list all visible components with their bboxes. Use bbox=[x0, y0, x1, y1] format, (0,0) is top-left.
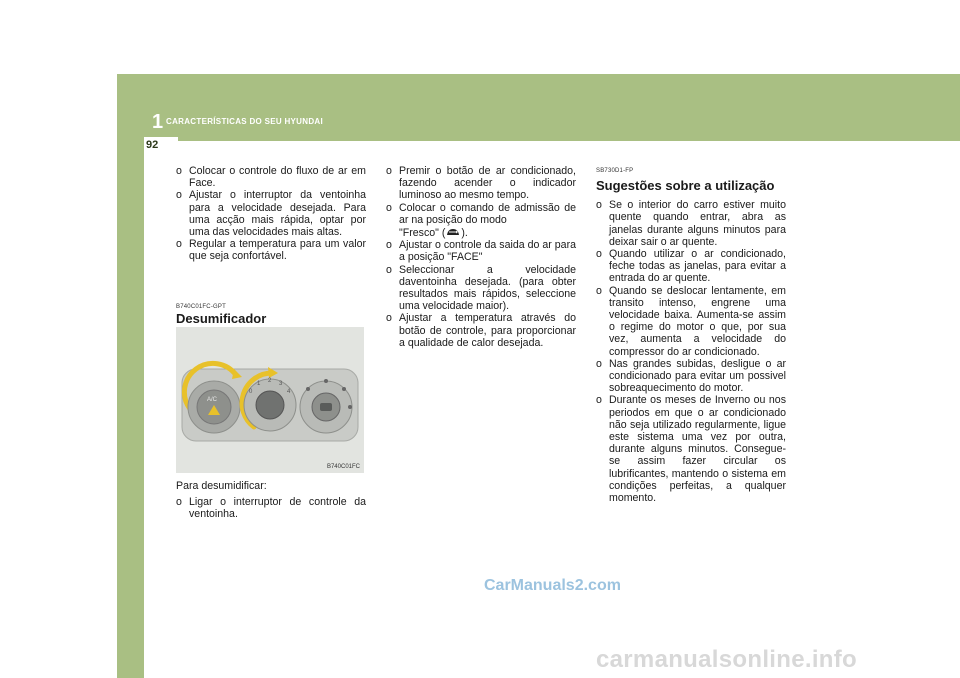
climate-control-figure bbox=[176, 327, 364, 473]
carmanualsonline-watermark-link[interactable]: carmanualsonline.info bbox=[596, 646, 858, 673]
list-item: o Ajustar o interruptor da ventoinha para a velocidade desejada. Para uma acção mais rápida, optar por uma das velocidades mais altas. bbox=[176, 189, 366, 238]
fan-tick-4: 4 bbox=[287, 389, 291, 395]
column-2-bullets bbox=[386, 165, 576, 349]
fresh-suffix: ). bbox=[461, 227, 468, 240]
fresh-prefix: "Fresco" ( bbox=[399, 227, 446, 240]
section-heading: Desumificador bbox=[176, 311, 267, 326]
list-item: o Colocar o controle do fluxo de ar em Face. bbox=[176, 165, 366, 189]
figure-label: B740C01FC bbox=[326, 464, 360, 470]
fan-tick-2: 2 bbox=[268, 378, 272, 384]
page-number: 92 bbox=[146, 139, 159, 151]
list-item: o Ligar o interruptor de controle da ventoinha. bbox=[176, 496, 366, 520]
fan-tick-1: 1 bbox=[257, 381, 261, 387]
column-1-bullets bbox=[176, 165, 366, 263]
list-item: o Se o interior do carro estiver muito quente quando entrar, abra as janelas durante alguns minutos para deixar sair o ar quente. bbox=[596, 199, 786, 248]
list-item: o Quando se deslocar lentamente, em transito intenso, engrene uma velocidade baixa. Aumenta-se assim o regime do motor o que, por sua vez, aumenta a velocidade do compressor do ar condicionado. bbox=[596, 285, 786, 358]
list-item-text: Colocar o comando de admissão de ar na posição do modo bbox=[399, 201, 576, 226]
section-code: SB730D1-FP bbox=[596, 168, 634, 174]
header-band bbox=[117, 74, 960, 141]
list-item: o Regular a temperatura para um valor que seja confortável. bbox=[176, 238, 366, 262]
list-item: o Quando utilizar o ar condicionado, feche todas as janelas, para evitar a entrada do ar quente. bbox=[596, 248, 786, 285]
list-item: o Seleccionar a velocidade daventoinha desejada. (para obter resultados mais rápidos, seleccione uma velocidade maior). bbox=[386, 264, 576, 313]
dehumidifier-instructions bbox=[176, 480, 366, 521]
fan-tick-0: 0 bbox=[249, 389, 253, 395]
carmanuals-watermark-link[interactable]: CarManuals2.com bbox=[484, 577, 621, 594]
list-item: o Ajustar o controle da saida do ar para a posição "FACE" bbox=[386, 239, 576, 263]
list-item: o Nas grandes subidas, desligue o ar condicionado para evitar um possivel sobreaquecimento do motor. bbox=[596, 358, 786, 395]
section-code: B740C01FC-GPT bbox=[176, 304, 226, 310]
chapter-number: 1 bbox=[152, 111, 164, 133]
fresh-air-icon bbox=[445, 226, 461, 237]
section-usage-tips bbox=[596, 165, 786, 504]
list-item: o Premir o botão de ar condicionado, fazendo acender o indicador luminoso ao mesmo tempo. bbox=[386, 165, 576, 202]
list-item bbox=[386, 202, 576, 240]
header-left-strip bbox=[117, 141, 144, 678]
chapter-title: CARACTERÍSTICAS DO SEU HYUNDAI bbox=[166, 117, 324, 126]
section-heading: Sugestões sobre a utilização bbox=[596, 178, 775, 194]
ac-knob-label: A/C bbox=[207, 397, 218, 403]
list-item: o Durante os meses de Inverno ou nos periodos em que o ar condicionado não seja utilizado regularmente, ligue este sistema uma vez por outra, durante alguns minutos. Consegue-se assim fazer circular os lubrificantes, mantendo o sistema em condições perfeitas, a qualquer momento. bbox=[596, 394, 786, 504]
climate-panel-illustration bbox=[176, 327, 364, 473]
fan-tick-3: 3 bbox=[279, 381, 283, 387]
intro-text: Para desumidificar: bbox=[176, 480, 267, 492]
defrost-mode-icon bbox=[320, 403, 332, 411]
list-item: o Ajustar a temperatura através do botão de controle, para proporcionar a qualidade de calor desejada. bbox=[386, 312, 576, 349]
